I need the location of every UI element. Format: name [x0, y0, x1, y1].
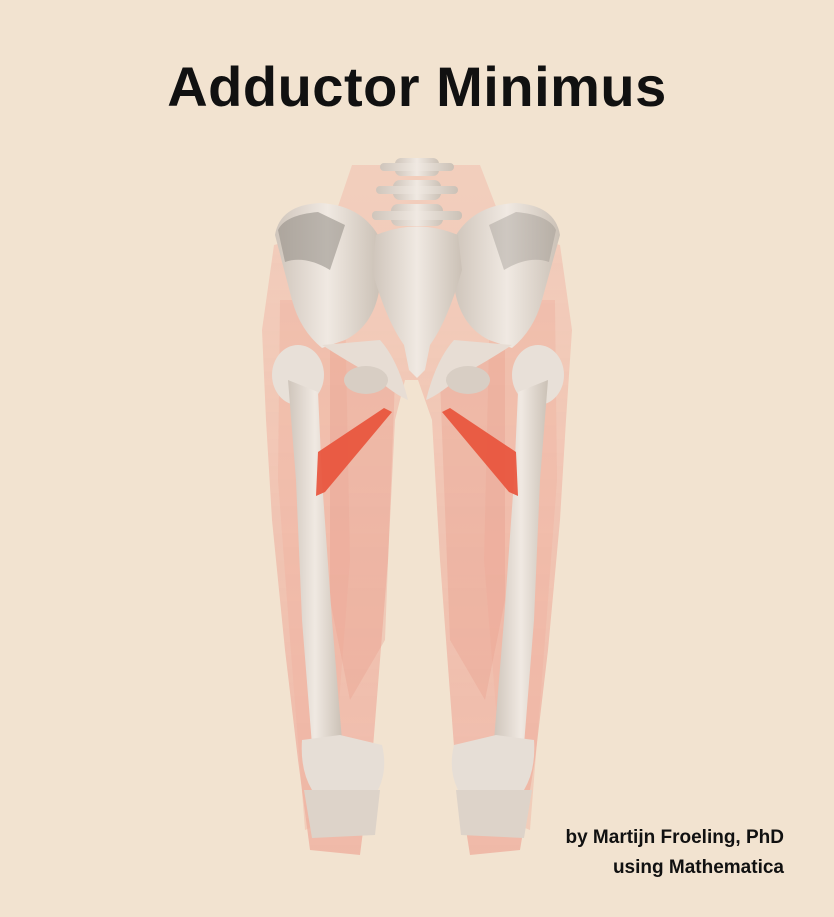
credit-software: using Mathematica	[612, 857, 784, 878]
page-title: Adductor Minimus	[167, 55, 667, 118]
credit-author: by Martijn Froeling, PhD	[565, 827, 784, 848]
